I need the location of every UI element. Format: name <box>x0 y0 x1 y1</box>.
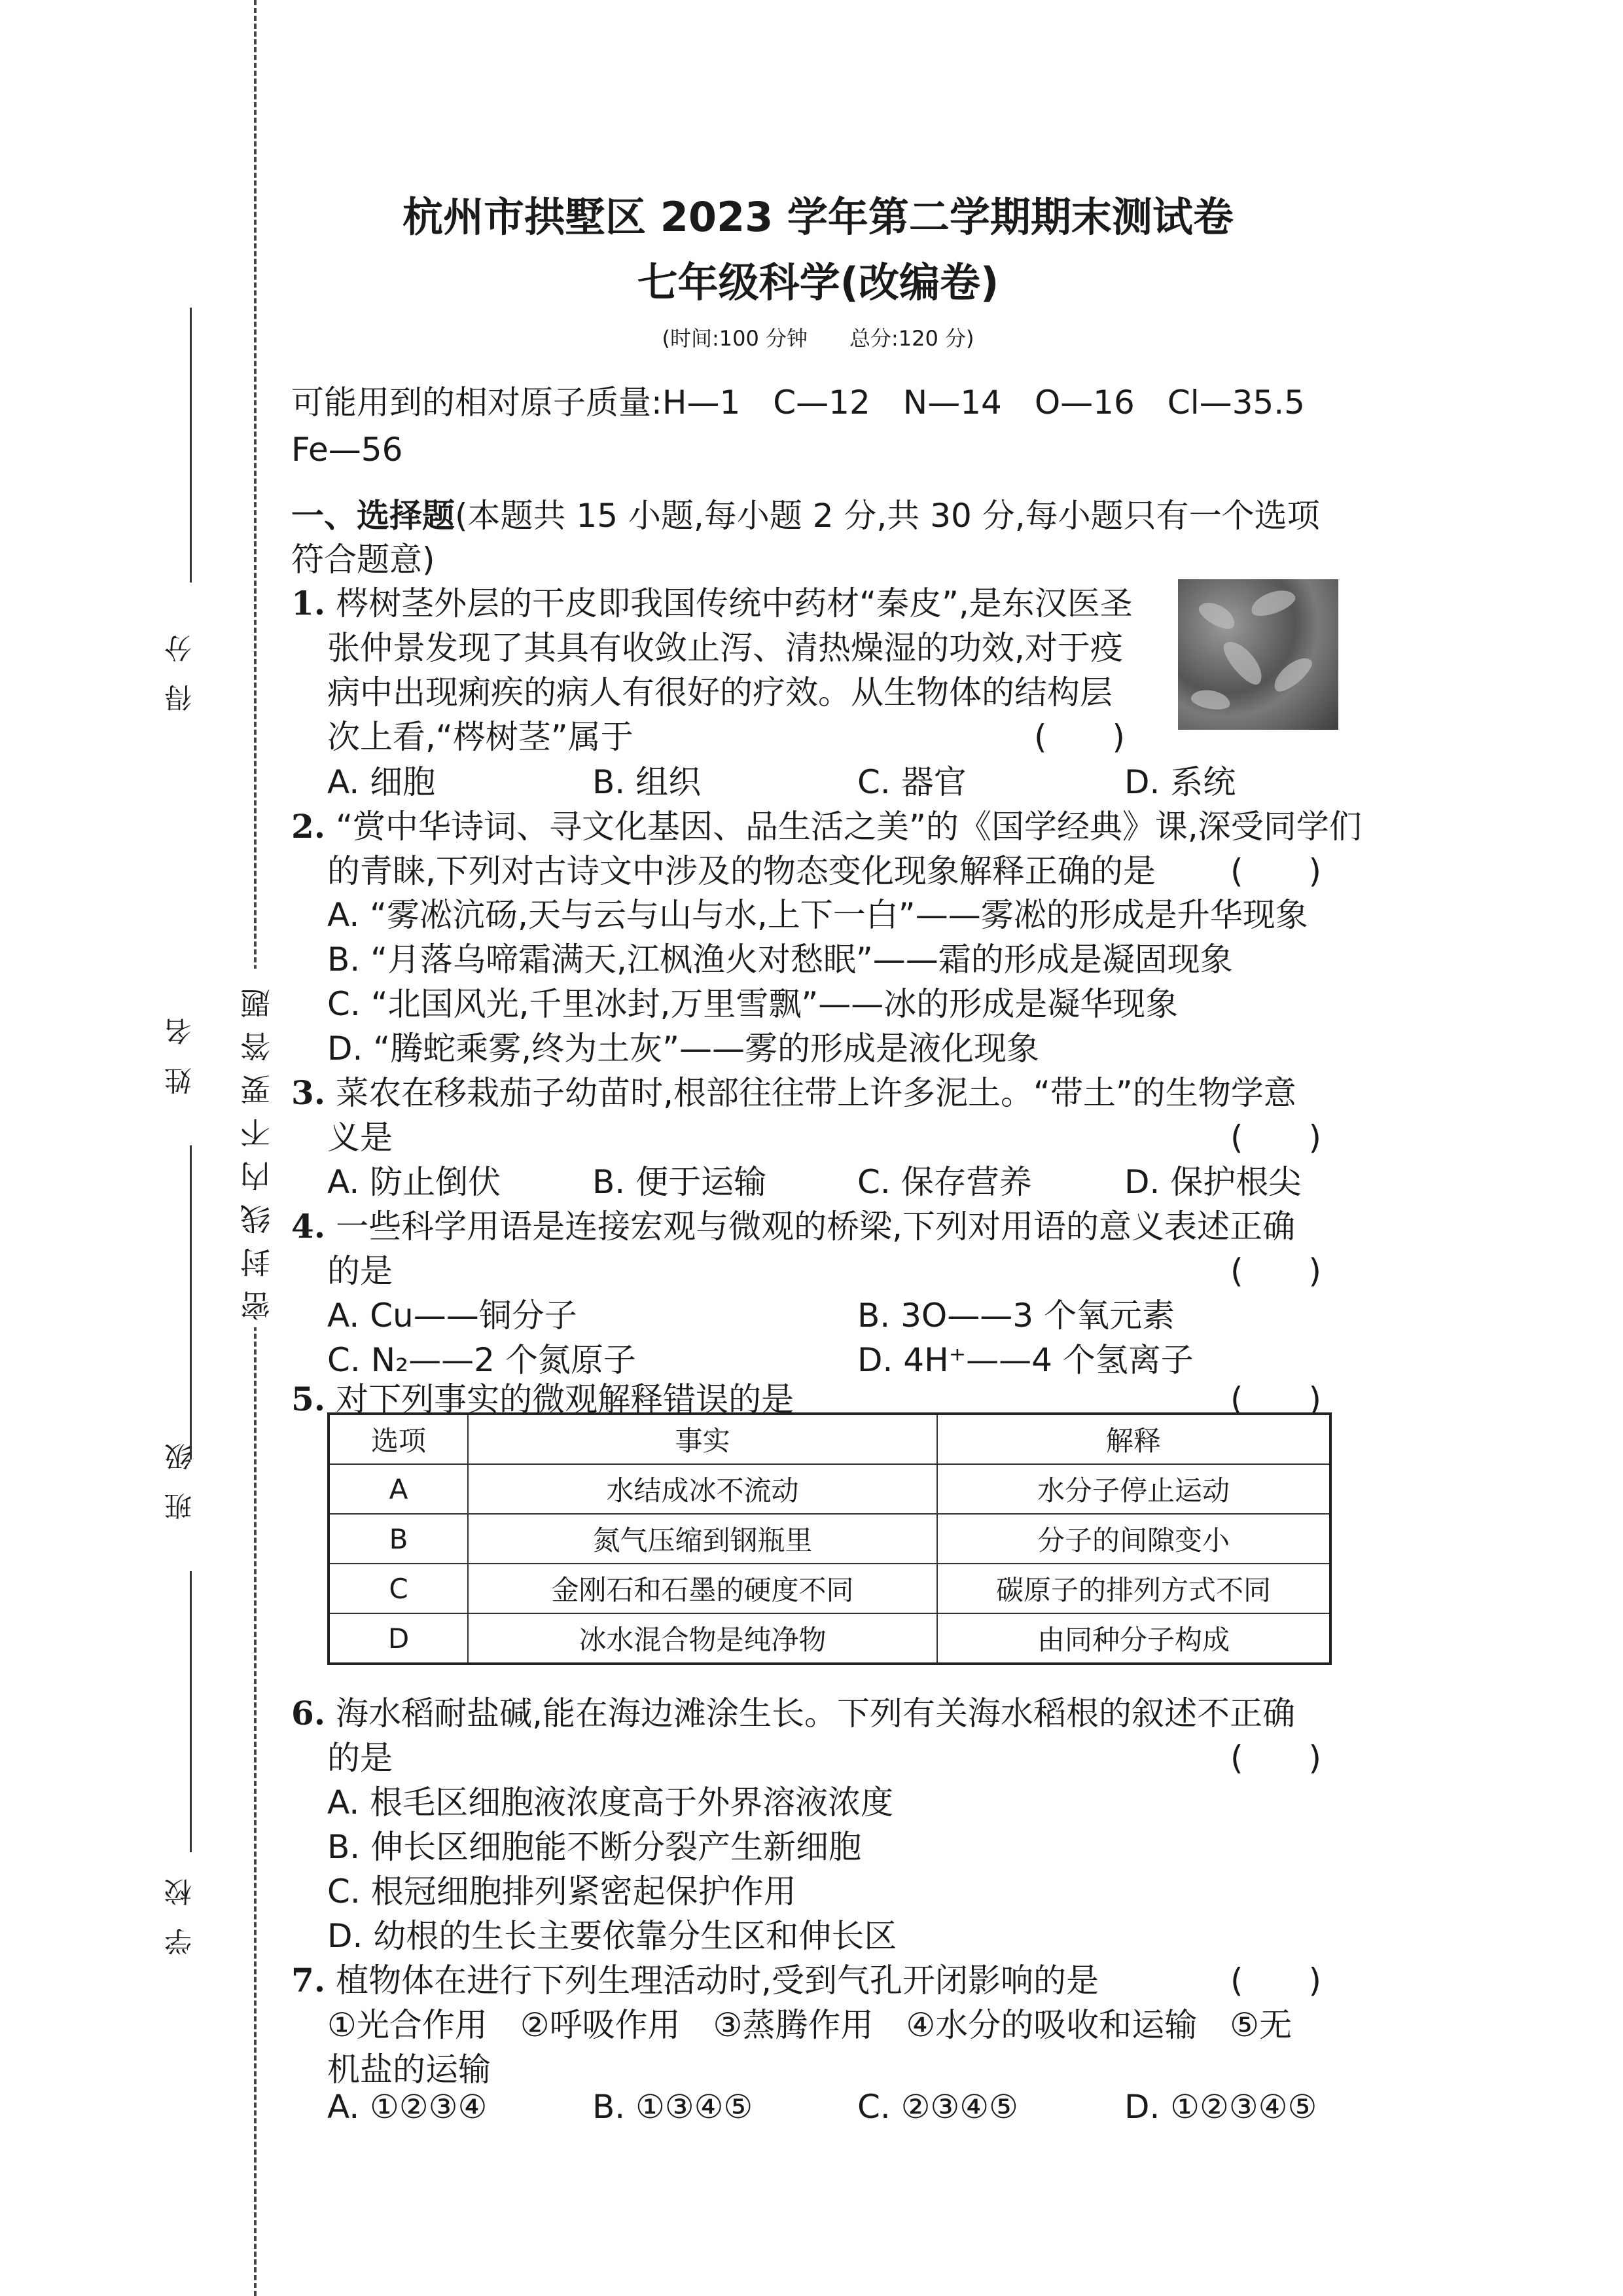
q5-cell: 分子的间隙变小 <box>937 1514 1330 1564</box>
q2-option-d: D. “腾蛇乘雾,终为土灰”——雾的形成是液化现象 <box>327 1030 1039 1067</box>
school-blank[interactable] <box>190 1767 192 1852</box>
q2-text-2: 的青睐,下列对古诗文中涉及的物态变化现象解释正确的是 <box>327 852 1156 890</box>
q1-num: 1. <box>291 584 326 622</box>
school-label: 学 校 <box>164 1872 196 1956</box>
q3-line1 <box>291 1067 1296 1114</box>
q7-option-b: B. ①③④⑤ <box>592 2088 753 2126</box>
q7-num: 7. <box>291 1961 326 2000</box>
score-blank[interactable] <box>190 308 192 583</box>
q2-answer-bracket[interactable]: ( ) <box>1230 852 1322 890</box>
table-row <box>329 1613 1330 1664</box>
q5-header-option: 选项 <box>329 1414 468 1464</box>
q7-text-1: 植物体在进行下列生理活动时,受到气孔开闭影响的是 <box>336 1962 1099 2000</box>
q4-option-c: C. N₂——2 个氮原子 <box>327 1341 636 1379</box>
q3-answer-bracket[interactable]: ( ) <box>1230 1119 1322 1157</box>
q5-cell: 碳原子的排列方式不同 <box>937 1564 1330 1613</box>
q6-text-1: 海水稻耐盐碱,能在海边滩涂生长。下列有关海水稻根的叙述不正确 <box>336 1695 1296 1732</box>
name-blank[interactable] <box>190 1145 192 1460</box>
q5-cell: B <box>329 1514 468 1564</box>
q1-option-a: A. 细胞 <box>327 763 436 801</box>
q2-num: 2. <box>291 807 326 846</box>
section1-heading: 一、选择题 <box>291 497 455 535</box>
q1-text-3: 病中出现痢疾的病人有很好的疗效。从生物体的结构层 <box>327 673 1113 711</box>
q6-option-b: B. 伸长区细胞能不断分裂产生新细胞 <box>327 1828 862 1866</box>
q7-option-a: A. ①②③④ <box>327 2088 488 2126</box>
class-label: 班 级 <box>164 1437 196 1520</box>
section1-instr2: 符合题意) <box>291 541 435 579</box>
seal-warning: 密封线内不要答题 <box>236 969 279 1327</box>
table-row <box>329 1464 1330 1514</box>
q4-option-a: A. Cu——铜分子 <box>327 1297 577 1335</box>
q5-cell: 冰水混合物是纯净物 <box>468 1613 937 1664</box>
q5-cell: A <box>329 1464 468 1514</box>
section1-heading-line <box>291 490 1320 537</box>
q2-line1 <box>291 800 1362 848</box>
q7-option-d: D. ①②③④⑤ <box>1124 2088 1317 2126</box>
q5-num: 5. <box>291 1380 326 1418</box>
q6-num: 6. <box>291 1694 326 1732</box>
q4-text-1: 一些科学用语是连接宏观与微观的桥梁,下列对用语的意义表述正确 <box>336 1208 1296 1246</box>
q5-table <box>327 1412 1332 1665</box>
q5-cell: 氮气压缩到钢瓶里 <box>468 1514 937 1564</box>
score-label: 得 分 <box>164 628 196 712</box>
q5-header-fact: 事实 <box>468 1414 937 1464</box>
q6-text-2: 的是 <box>327 1739 393 1777</box>
q5-cell: 金刚石和石墨的硬度不同 <box>468 1564 937 1613</box>
q1-text-2: 张仲景发现了其具有收敛止泻、清热燥湿的功效,对于疫 <box>327 629 1123 667</box>
q5-table-header <box>329 1414 1330 1464</box>
section1-instr: (本题共 15 小题,每小题 2 分,共 30 分,每小题只有一个选项 <box>455 497 1320 535</box>
q4-option-b: B. 3O——3 个氧元素 <box>857 1297 1175 1335</box>
q5-cell: 由同种分子构成 <box>937 1613 1330 1664</box>
q6-option-d: D. 幼根的生长主要依靠分生区和伸长区 <box>327 1917 897 1955</box>
q5-cell: D <box>329 1613 468 1664</box>
q3-num: 3. <box>291 1073 326 1112</box>
q3-option-c: C. 保存营养 <box>857 1163 1032 1201</box>
exam-meta: (时间:100 分钟 总分:120 分) <box>662 326 974 351</box>
q2-text-1: “赏中华诗词、寻文化基因、品生活之美”的《国学经典》课,深受同学们 <box>336 808 1362 846</box>
q1-line1 <box>291 577 1133 624</box>
atomic-mass-line2: Fe—56 <box>291 431 403 469</box>
q7-text-3: 机盐的运输 <box>327 2051 491 2089</box>
q1-option-b: B. 组织 <box>592 763 702 801</box>
q6-answer-bracket[interactable]: ( ) <box>1230 1739 1322 1777</box>
q1-option-d: D. 系统 <box>1124 763 1236 801</box>
q7-option-c: C. ②③④⑤ <box>857 2088 1018 2126</box>
q1-text-1: 梣树茎外层的干皮即我国传统中药材“秦皮”,是东汉医圣 <box>336 584 1133 622</box>
q4-text-2: 的是 <box>327 1252 393 1290</box>
q5-cell: C <box>329 1564 468 1613</box>
q1-option-c: C. 器官 <box>857 763 967 801</box>
q5-cell: 水分子停止运动 <box>937 1464 1330 1514</box>
q2-option-b: B. “月落乌啼霜满天,江枫渔火对愁眠”——霜的形成是凝固现象 <box>327 941 1233 978</box>
q2-option-a: A. “雾凇沆砀,天与云与山与水,上下一白”——雾凇的形成是升华现象 <box>327 896 1308 934</box>
q6-line1 <box>291 1687 1295 1734</box>
ash-tree-leaf-photo <box>1178 579 1338 730</box>
atomic-mass-line1: 可能用到的相对原子质量:H—1 C—12 N—14 O—16 Cl—35.5 <box>291 384 1305 422</box>
q4-answer-bracket[interactable]: ( ) <box>1230 1252 1322 1290</box>
q5-header-explanation: 解释 <box>937 1414 1330 1464</box>
q7-answer-bracket[interactable]: ( ) <box>1230 1962 1322 2000</box>
q6-option-a: A. 根毛区细胞液浓度高于外界溶液浓度 <box>327 1784 894 1821</box>
table-row <box>329 1514 1330 1564</box>
exam-subtitle: 七年级科学(改编卷) <box>637 259 999 306</box>
q1-answer-bracket[interactable]: ( ) <box>1034 718 1126 756</box>
q3-option-d: D. 保护根尖 <box>1124 1163 1302 1201</box>
q3-text-2: 义是 <box>327 1119 393 1157</box>
q4-num: 4. <box>291 1207 326 1246</box>
q5-text-1: 对下列事实的微观解释错误的是 <box>336 1380 794 1418</box>
q7-line1 <box>291 1954 1099 2001</box>
q7-text-2: ①光合作用 ②呼吸作用 ③蒸腾作用 ④水分的吸收和运输 ⑤无 <box>327 2006 1293 2044</box>
table-row <box>329 1564 1330 1613</box>
q2-option-c: C. “北国风光,千里冰封,万里雪飘”——冰的形成是凝华现象 <box>327 985 1179 1023</box>
q4-option-d: D. 4H⁺——4 个氢离子 <box>857 1341 1194 1379</box>
name-label: 姓 名 <box>164 1011 196 1095</box>
q5-answer-bracket[interactable]: ( ) <box>1230 1380 1322 1418</box>
q3-text-1: 菜农在移栽茄子幼苗时,根部往往带上许多泥土。“带土”的生物学意 <box>336 1074 1296 1112</box>
q3-option-a: A. 防止倒伏 <box>327 1163 501 1201</box>
q1-text-4: 次上看,“梣树茎”属于 <box>327 718 633 756</box>
exam-title: 杭州市拱墅区 2023 学年第二学期期末测试卷 <box>402 193 1234 241</box>
q5-cell: 水结成冰不流动 <box>468 1464 937 1514</box>
q3-option-b: B. 便于运输 <box>592 1163 767 1201</box>
q4-line1 <box>291 1200 1295 1247</box>
q6-option-c: C. 根冠细胞排列紧密起保护作用 <box>327 1873 796 1910</box>
